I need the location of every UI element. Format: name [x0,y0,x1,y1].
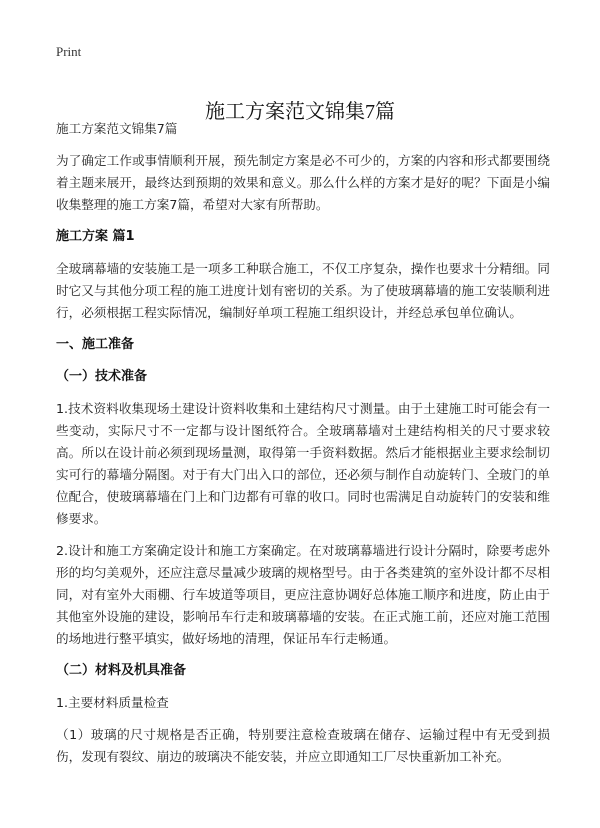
print-label: Print [56,44,82,59]
materials-item-1: 1.主要材料质量检查 [56,695,169,710]
technical-paragraph-2: 2.设计和施工方案确定设计和施工方案确定。在对玻璃幕墙进行设计分隔时，除要考虑外形的均匀美观外，还应注意尽量减少玻璃的规格型号。由于各类建筑的室外设计都不尽相同，对有室外大雨棚、行车坡道等项目，更应注意协调好总体施工顺序和进度，防止由于其他室外设施的建设，影响吊车行走和玻璃幕墙的安装。在正式施工前，还应对施工范围的场地进行整平填实，做好场地的清理，保证吊车行走畅通。 [56,543,550,646]
heading-materials-prep: （二）材料及机具准备 [56,663,187,678]
technical-paragraph-1: 1.技术资料收集现场土建设计资料收集和土建结构尺寸测量。由于土建施工时可能会有一些变动，实际尺寸不一定都与设计图纸符合。全玻璃幕墙对土建结构相关的尺寸要求较高。所以在设计前必须到现场量测，取得第一手资料数据。然后才能根据业主要求绘制切实可行的幕墙分隔图。对于有大门出入口的部位，还必须与制作自动旋转门、全玻门的单位配合，使玻璃幕墙在门上和门边都有可靠的收口。同时也需满足自动旋转门的安装和维修要求。 [56,401,550,526]
section-heading: 施工方案 篇1 [56,229,135,244]
document-subtitle: 施工方案范文锦集7篇 [56,121,178,136]
materials-item-1-paragraph: （1）玻璃的尺寸规格是否正确，特别要注意检查玻璃在储存、运输过程中有无受到损伤，发现有裂纹、崩边的玻璃决不能安装，并应立即通知工厂尽快重新加工补充。 [56,727,550,764]
page-title: 施工方案范文锦集7篇 [205,101,395,124]
heading-construction-prep: 一、施工准备 [56,337,135,352]
heading-technical-prep: （一）技术准备 [56,369,148,384]
section-paragraph: 全玻璃幕墙的安装施工是一项多工种联合施工，不仅工序复杂，操作也要求十分精细。同时它又与其他分项工程的施工进度计划有密切的关系。为了使玻璃幕墙的施工安装顺利进行，必须根据工程实际情况，编制好单项工程施工组织设计，并经总承包单位确认。 [56,261,550,320]
intro-paragraph: 为了确定工作或事情顺利开展，预先制定方案是必不可少的，方案的内容和形式都要围绕着主题来展开，最终达到预期的效果和意义。那么什么样的方案才是好的呢？下面是小编收集整理的施工方案7篇，希望对大家有所帮助。 [56,153,550,212]
document-body [56,118,550,778]
